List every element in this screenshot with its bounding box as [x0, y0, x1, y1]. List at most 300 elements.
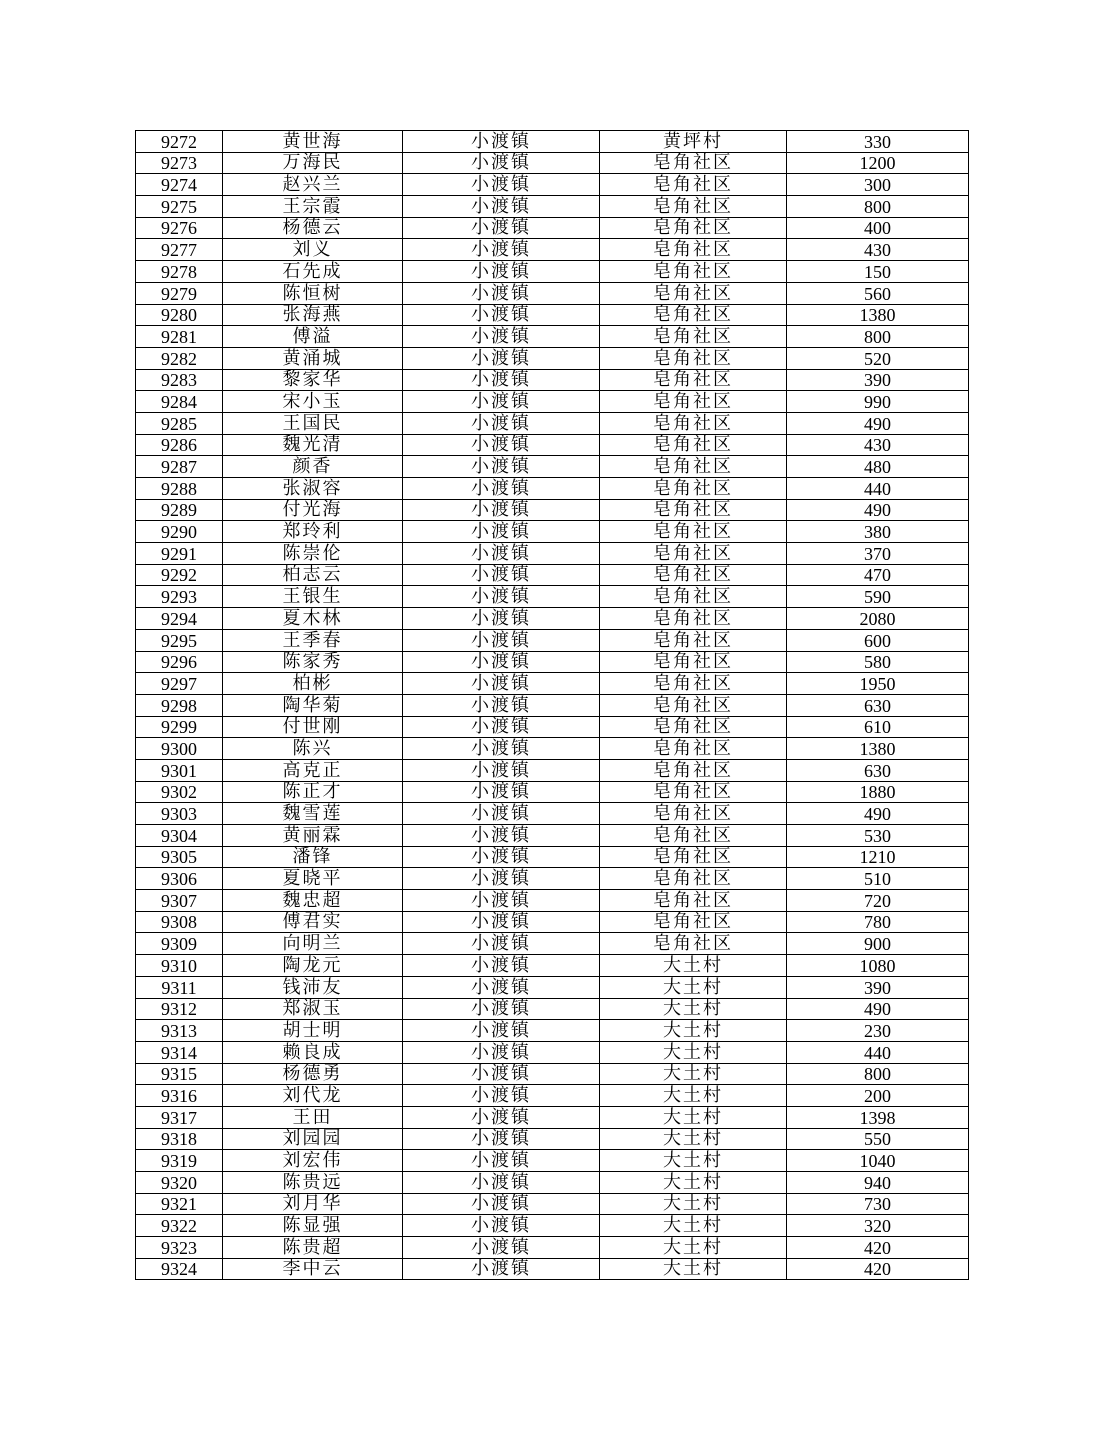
serial-number-cell: 9320 — [136, 1172, 223, 1194]
amount-cell: 940 — [787, 1172, 969, 1194]
table-row — [136, 412, 969, 434]
town-cell: 小渡镇 — [403, 673, 600, 695]
town-cell: 小渡镇 — [403, 391, 600, 413]
village-cell: 大土村 — [600, 1041, 787, 1063]
town-cell: 小渡镇 — [403, 1215, 600, 1237]
serial-number-cell: 9321 — [136, 1193, 223, 1215]
serial-number-cell: 9315 — [136, 1063, 223, 1085]
town-cell: 小渡镇 — [403, 694, 600, 716]
table-row — [136, 651, 969, 673]
serial-number-cell: 9304 — [136, 825, 223, 847]
person-name-cell: 王国民 — [223, 412, 403, 434]
serial-number-cell: 9276 — [136, 217, 223, 239]
village-cell: 皂角社区 — [600, 196, 787, 218]
person-name-cell: 钱沛友 — [223, 976, 403, 998]
person-name-cell: 魏光清 — [223, 434, 403, 456]
amount-cell: 610 — [787, 716, 969, 738]
serial-number-cell: 9285 — [136, 412, 223, 434]
village-cell: 皂角社区 — [600, 651, 787, 673]
person-name-cell: 付光海 — [223, 499, 403, 521]
amount-cell: 630 — [787, 759, 969, 781]
serial-number-cell: 9306 — [136, 868, 223, 890]
table-row — [136, 1150, 969, 1172]
village-cell: 大土村 — [600, 1258, 787, 1280]
person-name-cell: 杨德勇 — [223, 1063, 403, 1085]
table-row — [136, 456, 969, 478]
table-row — [136, 608, 969, 630]
person-name-cell: 高克正 — [223, 759, 403, 781]
table-row — [136, 586, 969, 608]
serial-number-cell: 9288 — [136, 478, 223, 500]
table-row — [136, 1041, 969, 1063]
amount-cell: 1950 — [787, 673, 969, 695]
village-cell: 皂角社区 — [600, 217, 787, 239]
village-cell: 皂角社区 — [600, 478, 787, 500]
town-cell: 小渡镇 — [403, 434, 600, 456]
table-row — [136, 543, 969, 565]
amount-cell: 2080 — [787, 608, 969, 630]
serial-number-cell: 9307 — [136, 890, 223, 912]
serial-number-cell: 9309 — [136, 933, 223, 955]
amount-cell: 1398 — [787, 1106, 969, 1128]
person-name-cell: 刘月华 — [223, 1193, 403, 1215]
person-name-cell: 李中云 — [223, 1258, 403, 1280]
serial-number-cell: 9297 — [136, 673, 223, 695]
serial-number-cell: 9316 — [136, 1085, 223, 1107]
town-cell: 小渡镇 — [403, 174, 600, 196]
table-row — [136, 1237, 969, 1259]
serial-number-cell: 9312 — [136, 998, 223, 1020]
serial-number-cell: 9282 — [136, 347, 223, 369]
table-row — [136, 174, 969, 196]
amount-cell: 1080 — [787, 955, 969, 977]
town-cell: 小渡镇 — [403, 456, 600, 478]
town-cell: 小渡镇 — [403, 1172, 600, 1194]
table-row — [136, 391, 969, 413]
amount-cell: 590 — [787, 586, 969, 608]
town-cell: 小渡镇 — [403, 412, 600, 434]
town-cell: 小渡镇 — [403, 759, 600, 781]
table-row — [136, 369, 969, 391]
town-cell: 小渡镇 — [403, 825, 600, 847]
table-row — [136, 1128, 969, 1150]
amount-cell: 480 — [787, 456, 969, 478]
serial-number-cell: 9319 — [136, 1150, 223, 1172]
town-cell: 小渡镇 — [403, 543, 600, 565]
table-row — [136, 131, 969, 153]
town-cell: 小渡镇 — [403, 217, 600, 239]
serial-number-cell: 9281 — [136, 326, 223, 348]
amount-cell: 490 — [787, 412, 969, 434]
town-cell: 小渡镇 — [403, 1193, 600, 1215]
serial-number-cell: 9301 — [136, 759, 223, 781]
village-cell: 皂角社区 — [600, 868, 787, 890]
table-row — [136, 1020, 969, 1042]
person-name-cell: 黄涌城 — [223, 347, 403, 369]
serial-number-cell: 9302 — [136, 781, 223, 803]
town-cell: 小渡镇 — [403, 1237, 600, 1259]
table-row — [136, 1258, 969, 1280]
amount-cell: 420 — [787, 1237, 969, 1259]
serial-number-cell: 9294 — [136, 608, 223, 630]
village-cell: 大土村 — [600, 1237, 787, 1259]
village-cell: 皂角社区 — [600, 326, 787, 348]
amount-cell: 490 — [787, 803, 969, 825]
person-name-cell: 宋小玉 — [223, 391, 403, 413]
table-row — [136, 478, 969, 500]
serial-number-cell: 9273 — [136, 152, 223, 174]
table-row — [136, 521, 969, 543]
village-cell: 黄坪村 — [600, 131, 787, 153]
table-row — [136, 846, 969, 868]
amount-cell: 200 — [787, 1085, 969, 1107]
town-cell: 小渡镇 — [403, 586, 600, 608]
village-cell: 皂角社区 — [600, 781, 787, 803]
person-name-cell: 颜香 — [223, 456, 403, 478]
village-cell: 皂角社区 — [600, 152, 787, 174]
town-cell: 小渡镇 — [403, 1085, 600, 1107]
person-name-cell: 王宗霞 — [223, 196, 403, 218]
amount-cell: 440 — [787, 1041, 969, 1063]
town-cell: 小渡镇 — [403, 1041, 600, 1063]
town-cell: 小渡镇 — [403, 716, 600, 738]
person-name-cell: 万海民 — [223, 152, 403, 174]
village-cell: 皂角社区 — [600, 629, 787, 651]
town-cell: 小渡镇 — [403, 239, 600, 261]
village-cell: 皂角社区 — [600, 673, 787, 695]
table-row — [136, 217, 969, 239]
table-row — [136, 629, 969, 651]
village-cell: 大土村 — [600, 1106, 787, 1128]
serial-number-cell: 9313 — [136, 1020, 223, 1042]
village-cell: 皂角社区 — [600, 738, 787, 760]
person-name-cell: 陈正才 — [223, 781, 403, 803]
person-name-cell: 陈兴 — [223, 738, 403, 760]
serial-number-cell: 9300 — [136, 738, 223, 760]
person-name-cell: 杨德云 — [223, 217, 403, 239]
amount-cell: 430 — [787, 239, 969, 261]
town-cell: 小渡镇 — [403, 326, 600, 348]
table-row — [136, 998, 969, 1020]
village-cell: 皂角社区 — [600, 239, 787, 261]
serial-number-cell: 9299 — [136, 716, 223, 738]
village-cell: 皂角社区 — [600, 521, 787, 543]
amount-cell: 720 — [787, 890, 969, 912]
person-name-cell: 王季春 — [223, 629, 403, 651]
serial-number-cell: 9314 — [136, 1041, 223, 1063]
town-cell: 小渡镇 — [403, 304, 600, 326]
serial-number-cell: 9283 — [136, 369, 223, 391]
village-cell: 皂角社区 — [600, 890, 787, 912]
amount-cell: 470 — [787, 564, 969, 586]
village-cell: 皂角社区 — [600, 304, 787, 326]
table-row — [136, 781, 969, 803]
village-cell: 皂角社区 — [600, 933, 787, 955]
village-cell: 皂角社区 — [600, 282, 787, 304]
table-row — [136, 434, 969, 456]
person-name-cell: 黄世海 — [223, 131, 403, 153]
serial-number-cell: 9277 — [136, 239, 223, 261]
town-cell: 小渡镇 — [403, 478, 600, 500]
table-row — [136, 911, 969, 933]
town-cell: 小渡镇 — [403, 955, 600, 977]
town-cell: 小渡镇 — [403, 998, 600, 1020]
village-cell: 皂角社区 — [600, 261, 787, 283]
amount-cell: 440 — [787, 478, 969, 500]
town-cell: 小渡镇 — [403, 499, 600, 521]
person-name-cell: 陈家秀 — [223, 651, 403, 673]
serial-number-cell: 9278 — [136, 261, 223, 283]
amount-cell: 230 — [787, 1020, 969, 1042]
town-cell: 小渡镇 — [403, 564, 600, 586]
town-cell: 小渡镇 — [403, 261, 600, 283]
amount-cell: 520 — [787, 347, 969, 369]
person-name-cell: 王田 — [223, 1106, 403, 1128]
amount-cell: 390 — [787, 976, 969, 998]
village-cell: 皂角社区 — [600, 803, 787, 825]
serial-number-cell: 9291 — [136, 543, 223, 565]
person-name-cell: 胡士明 — [223, 1020, 403, 1042]
table-row — [136, 239, 969, 261]
table-row — [136, 803, 969, 825]
table-row — [136, 152, 969, 174]
village-cell: 大土村 — [600, 1215, 787, 1237]
person-name-cell: 夏晓平 — [223, 868, 403, 890]
amount-cell: 1040 — [787, 1150, 969, 1172]
person-name-cell: 郑玲利 — [223, 521, 403, 543]
amount-cell: 430 — [787, 434, 969, 456]
village-cell: 皂角社区 — [600, 391, 787, 413]
serial-number-cell: 9295 — [136, 629, 223, 651]
serial-number-cell: 9322 — [136, 1215, 223, 1237]
amount-cell: 1200 — [787, 152, 969, 174]
town-cell: 小渡镇 — [403, 803, 600, 825]
amount-cell: 1210 — [787, 846, 969, 868]
person-name-cell: 赵兴兰 — [223, 174, 403, 196]
person-name-cell: 潘锋 — [223, 846, 403, 868]
person-name-cell: 陈恒树 — [223, 282, 403, 304]
person-name-cell: 石先成 — [223, 261, 403, 283]
amount-cell: 420 — [787, 1258, 969, 1280]
amount-cell: 560 — [787, 282, 969, 304]
amount-cell: 990 — [787, 391, 969, 413]
person-name-cell: 向明兰 — [223, 933, 403, 955]
serial-number-cell: 9286 — [136, 434, 223, 456]
village-cell: 皂角社区 — [600, 347, 787, 369]
amount-cell: 730 — [787, 1193, 969, 1215]
town-cell: 小渡镇 — [403, 152, 600, 174]
town-cell: 小渡镇 — [403, 521, 600, 543]
person-name-cell: 柏志云 — [223, 564, 403, 586]
village-cell: 皂角社区 — [600, 434, 787, 456]
town-cell: 小渡镇 — [403, 629, 600, 651]
serial-number-cell: 9310 — [136, 955, 223, 977]
table-row — [136, 890, 969, 912]
amount-cell: 800 — [787, 196, 969, 218]
town-cell: 小渡镇 — [403, 1106, 600, 1128]
table-row — [136, 347, 969, 369]
person-name-cell: 陈贵超 — [223, 1237, 403, 1259]
person-name-cell: 张淑容 — [223, 478, 403, 500]
village-cell: 皂角社区 — [600, 846, 787, 868]
table-row — [136, 196, 969, 218]
village-cell: 皂角社区 — [600, 456, 787, 478]
serial-number-cell: 9275 — [136, 196, 223, 218]
village-cell: 大土村 — [600, 1128, 787, 1150]
table-row — [136, 933, 969, 955]
amount-cell: 510 — [787, 868, 969, 890]
village-cell: 皂角社区 — [600, 716, 787, 738]
serial-number-cell: 9308 — [136, 911, 223, 933]
village-cell: 大土村 — [600, 976, 787, 998]
village-cell: 皂角社区 — [600, 608, 787, 630]
town-cell: 小渡镇 — [403, 738, 600, 760]
town-cell: 小渡镇 — [403, 1063, 600, 1085]
town-cell: 小渡镇 — [403, 608, 600, 630]
town-cell: 小渡镇 — [403, 846, 600, 868]
amount-cell: 320 — [787, 1215, 969, 1237]
amount-cell: 300 — [787, 174, 969, 196]
town-cell: 小渡镇 — [403, 890, 600, 912]
table-row — [136, 1172, 969, 1194]
person-name-cell: 付世刚 — [223, 716, 403, 738]
table-row — [136, 1215, 969, 1237]
person-name-cell: 魏雪莲 — [223, 803, 403, 825]
person-name-cell: 陈显强 — [223, 1215, 403, 1237]
table-row — [136, 1193, 969, 1215]
serial-number-cell: 9311 — [136, 976, 223, 998]
amount-cell: 600 — [787, 629, 969, 651]
person-name-cell: 王银生 — [223, 586, 403, 608]
amount-cell: 630 — [787, 694, 969, 716]
town-cell: 小渡镇 — [403, 1150, 600, 1172]
amount-cell: 1380 — [787, 304, 969, 326]
village-cell: 大土村 — [600, 1020, 787, 1042]
amount-cell: 1880 — [787, 781, 969, 803]
town-cell: 小渡镇 — [403, 911, 600, 933]
serial-number-cell: 9272 — [136, 131, 223, 153]
serial-number-cell: 9296 — [136, 651, 223, 673]
serial-number-cell: 9274 — [136, 174, 223, 196]
town-cell: 小渡镇 — [403, 196, 600, 218]
village-cell: 大土村 — [600, 1150, 787, 1172]
person-name-cell: 刘园园 — [223, 1128, 403, 1150]
village-cell: 皂角社区 — [600, 174, 787, 196]
person-name-cell: 刘代龙 — [223, 1085, 403, 1107]
town-cell: 小渡镇 — [403, 347, 600, 369]
table-row — [136, 694, 969, 716]
person-name-cell: 陶龙元 — [223, 955, 403, 977]
village-cell: 皂角社区 — [600, 412, 787, 434]
amount-cell: 370 — [787, 543, 969, 565]
person-name-cell: 陈崇伦 — [223, 543, 403, 565]
amount-cell: 380 — [787, 521, 969, 543]
table-row — [136, 304, 969, 326]
village-cell: 皂角社区 — [600, 694, 787, 716]
amount-cell: 800 — [787, 1063, 969, 1085]
village-cell: 大土村 — [600, 1172, 787, 1194]
village-cell: 皂角社区 — [600, 369, 787, 391]
serial-number-cell: 9303 — [136, 803, 223, 825]
village-cell: 皂角社区 — [600, 825, 787, 847]
table-row — [136, 738, 969, 760]
serial-number-cell: 9324 — [136, 1258, 223, 1280]
amount-cell: 900 — [787, 933, 969, 955]
table-row — [136, 673, 969, 695]
person-name-cell: 夏木林 — [223, 608, 403, 630]
village-cell: 大土村 — [600, 1193, 787, 1215]
amount-cell: 530 — [787, 825, 969, 847]
village-cell: 大土村 — [600, 1063, 787, 1085]
table-row — [136, 499, 969, 521]
person-name-cell: 陈贵远 — [223, 1172, 403, 1194]
amount-cell: 800 — [787, 326, 969, 348]
table-row — [136, 868, 969, 890]
amount-cell: 490 — [787, 998, 969, 1020]
town-cell: 小渡镇 — [403, 781, 600, 803]
amount-cell: 330 — [787, 131, 969, 153]
table-row — [136, 976, 969, 998]
serial-number-cell: 9305 — [136, 846, 223, 868]
serial-number-cell: 9289 — [136, 499, 223, 521]
person-name-cell: 黎家华 — [223, 369, 403, 391]
serial-number-cell: 9284 — [136, 391, 223, 413]
person-name-cell: 刘义 — [223, 239, 403, 261]
person-name-cell: 张海燕 — [223, 304, 403, 326]
village-cell: 皂角社区 — [600, 911, 787, 933]
village-cell: 皂角社区 — [600, 759, 787, 781]
table-row — [136, 955, 969, 977]
serial-number-cell: 9287 — [136, 456, 223, 478]
table-row — [136, 716, 969, 738]
serial-number-cell: 9279 — [136, 282, 223, 304]
town-cell: 小渡镇 — [403, 131, 600, 153]
town-cell: 小渡镇 — [403, 1020, 600, 1042]
town-cell: 小渡镇 — [403, 1258, 600, 1280]
serial-number-cell: 9280 — [136, 304, 223, 326]
table-row — [136, 326, 969, 348]
table-body — [136, 131, 969, 1280]
village-cell: 皂角社区 — [600, 543, 787, 565]
serial-number-cell: 9317 — [136, 1106, 223, 1128]
person-name-cell: 郑淑玉 — [223, 998, 403, 1020]
person-name-cell: 黄丽霖 — [223, 825, 403, 847]
table-row — [136, 282, 969, 304]
person-name-cell: 魏忠超 — [223, 890, 403, 912]
table-row — [136, 759, 969, 781]
serial-number-cell: 9293 — [136, 586, 223, 608]
amount-cell: 490 — [787, 499, 969, 521]
person-name-cell: 赖良成 — [223, 1041, 403, 1063]
amount-cell: 400 — [787, 217, 969, 239]
person-name-cell: 傅溢 — [223, 326, 403, 348]
village-cell: 皂角社区 — [600, 499, 787, 521]
town-cell: 小渡镇 — [403, 868, 600, 890]
village-cell: 皂角社区 — [600, 586, 787, 608]
person-name-cell: 傅君实 — [223, 911, 403, 933]
person-name-cell: 刘宏伟 — [223, 1150, 403, 1172]
amount-cell: 580 — [787, 651, 969, 673]
amount-cell: 390 — [787, 369, 969, 391]
town-cell: 小渡镇 — [403, 1128, 600, 1150]
serial-number-cell: 9298 — [136, 694, 223, 716]
table-row — [136, 1085, 969, 1107]
village-cell: 大土村 — [600, 1085, 787, 1107]
amount-cell: 550 — [787, 1128, 969, 1150]
town-cell: 小渡镇 — [403, 369, 600, 391]
amount-cell: 780 — [787, 911, 969, 933]
serial-number-cell: 9290 — [136, 521, 223, 543]
